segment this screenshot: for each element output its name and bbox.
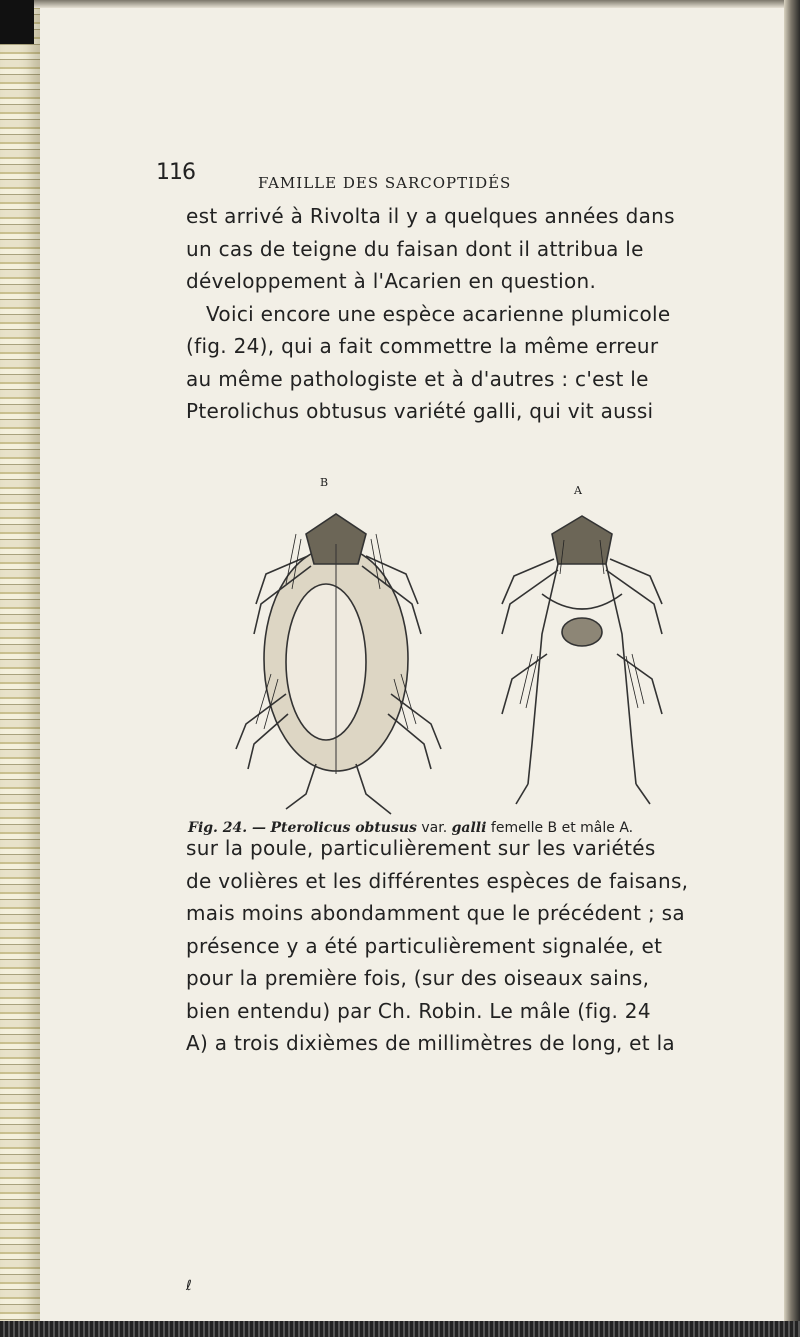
text-line: (fig. 24), qui a fait commettre la même erreur	[186, 334, 659, 358]
scan-right-edge	[784, 0, 800, 1337]
text-line: pour la première fois, (sur des oiseaux sains,	[186, 966, 650, 990]
caption-prefix: Fig. 24. —	[188, 820, 267, 836]
caption-species: Pterolicus obtusus	[270, 820, 417, 836]
text-line: Pterolichus obtusus variété galli, qui vit aussi	[186, 399, 654, 423]
scan-bottom-edge	[0, 1321, 800, 1337]
figure-label-a: A	[574, 484, 582, 497]
mite-male-illustration	[472, 504, 692, 824]
page-number: 116	[156, 160, 195, 185]
text-line: développement à l'Acarien en question.	[186, 269, 597, 293]
text-line: de volières et les différentes espèces de faisans,	[186, 868, 689, 893]
caption-galli: galli	[451, 820, 487, 836]
scan-corner	[0, 0, 34, 44]
running-head: FAMILLE DES SARCOPTIDÉS	[258, 174, 512, 192]
text-line: un cas de teigne du faisan dont il attribua le	[186, 236, 644, 261]
caption-var: var.	[421, 820, 448, 836]
text-line: Voici encore une espèce acarienne plumicole	[206, 301, 671, 326]
mite-female-illustration	[226, 494, 456, 824]
text-line: mais moins abondamment que le précédent ; sa	[186, 901, 685, 925]
scan-left-edge	[0, 0, 40, 1337]
figure-label-b: B	[320, 476, 329, 489]
stray-mark: ℓ	[186, 1278, 192, 1294]
text-line: A) a trois dixièmes de millimètres de long, et la	[186, 1031, 675, 1055]
text-line: est arrivé à Rivolta il y a quelques années dans	[186, 204, 675, 228]
text-line: sur la poule, particulièrement sur les variétés	[186, 836, 656, 860]
scan-top-edge	[34, 0, 794, 8]
text-line: au même pathologiste et à d'autres : c'est le	[186, 366, 649, 391]
caption-rest: femelle B et mâle A.	[490, 820, 634, 836]
paragraph-1	[186, 200, 706, 428]
text-line: présence y a été particulièrement signalée, et	[186, 933, 663, 958]
text-line: bien entendu) par Ch. Robin. Le mâle (fig. 24	[186, 998, 651, 1023]
figure-24	[226, 474, 696, 824]
paragraph-2	[186, 832, 706, 1060]
